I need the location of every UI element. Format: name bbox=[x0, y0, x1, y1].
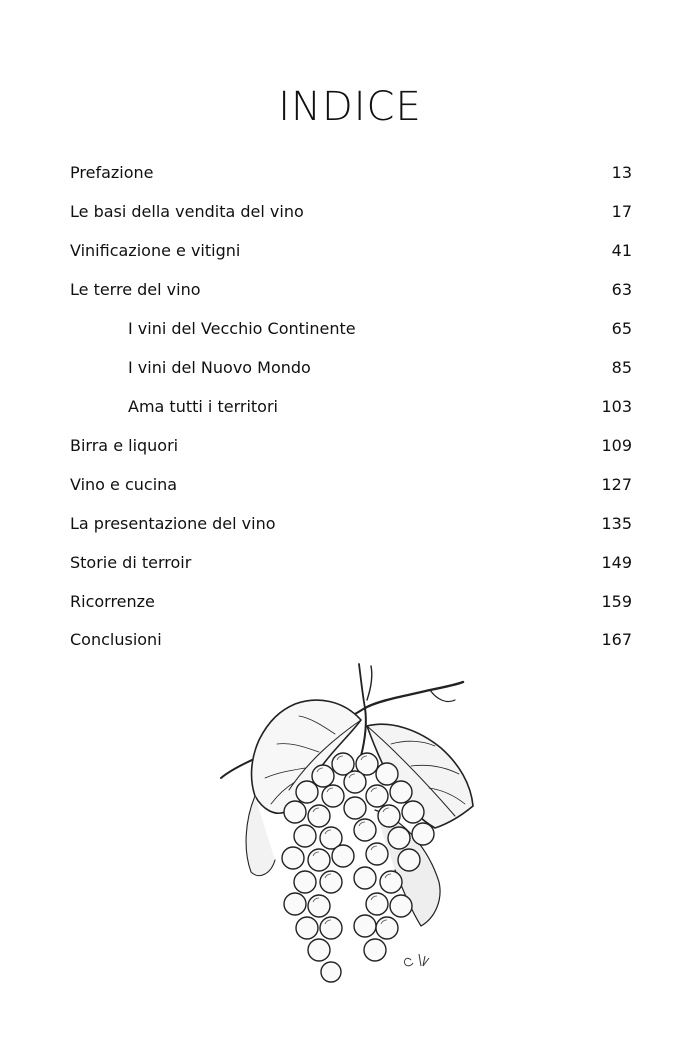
toc-entry-label: Ama tutti i territori bbox=[128, 396, 278, 416]
toc-entry[interactable] bbox=[70, 472, 632, 496]
toc-entry-label: La presentazione del vino bbox=[70, 513, 276, 533]
toc-entry-page: 85 bbox=[611, 357, 632, 377]
toc-entry-label: Prefazione bbox=[70, 162, 154, 182]
toc-entry-label: Vino e cucina bbox=[70, 474, 178, 494]
toc-subentry[interactable] bbox=[70, 316, 632, 340]
toc-entry[interactable] bbox=[70, 199, 632, 223]
toc-entry-label: Vinificazione e vitigni bbox=[70, 240, 241, 260]
toc-entry-page: 13 bbox=[611, 162, 632, 182]
toc-entry-label: Conclusioni bbox=[70, 629, 162, 649]
toc-entry-page: 103 bbox=[601, 396, 632, 416]
toc-entry-page: 167 bbox=[601, 629, 632, 649]
toc-entry-label: I vini del Nuovo Mondo bbox=[128, 357, 311, 377]
toc-entry[interactable] bbox=[70, 627, 632, 651]
toc-entry[interactable] bbox=[70, 277, 632, 301]
toc-entry-page: 135 bbox=[601, 513, 632, 533]
grape-bunch-icon bbox=[215, 660, 485, 1000]
page-title: INDICE bbox=[278, 84, 422, 130]
toc-entry-page: 65 bbox=[611, 318, 632, 338]
toc-entry-label: I vini del Vecchio Continente bbox=[128, 318, 356, 338]
toc-entry-page: 149 bbox=[601, 552, 632, 572]
toc-entry-page: 17 bbox=[611, 201, 632, 221]
toc-entry-page: 109 bbox=[601, 435, 632, 455]
toc-entry[interactable] bbox=[70, 511, 632, 535]
toc-entry-label: Le terre del vino bbox=[70, 279, 201, 299]
toc-subentry[interactable] bbox=[70, 394, 632, 418]
toc-entry-label: Ricorrenze bbox=[70, 591, 155, 611]
toc-entry[interactable] bbox=[70, 238, 632, 262]
toc-entry-page: 159 bbox=[601, 591, 632, 611]
toc-entry-label: Le basi della vendita del vino bbox=[70, 201, 304, 221]
toc-entry[interactable] bbox=[70, 433, 632, 457]
toc-entry[interactable] bbox=[70, 160, 632, 184]
toc-entry[interactable] bbox=[70, 589, 632, 613]
toc-entry-label: Birra e liquori bbox=[70, 435, 179, 455]
toc-subentry[interactable] bbox=[70, 355, 632, 379]
toc-entry-page: 41 bbox=[611, 240, 632, 260]
toc-entry-label: Storie di terroir bbox=[70, 552, 192, 572]
toc-entry-page: 127 bbox=[601, 474, 632, 494]
toc-entry-page: 63 bbox=[611, 279, 632, 299]
toc-entry[interactable] bbox=[70, 550, 632, 574]
